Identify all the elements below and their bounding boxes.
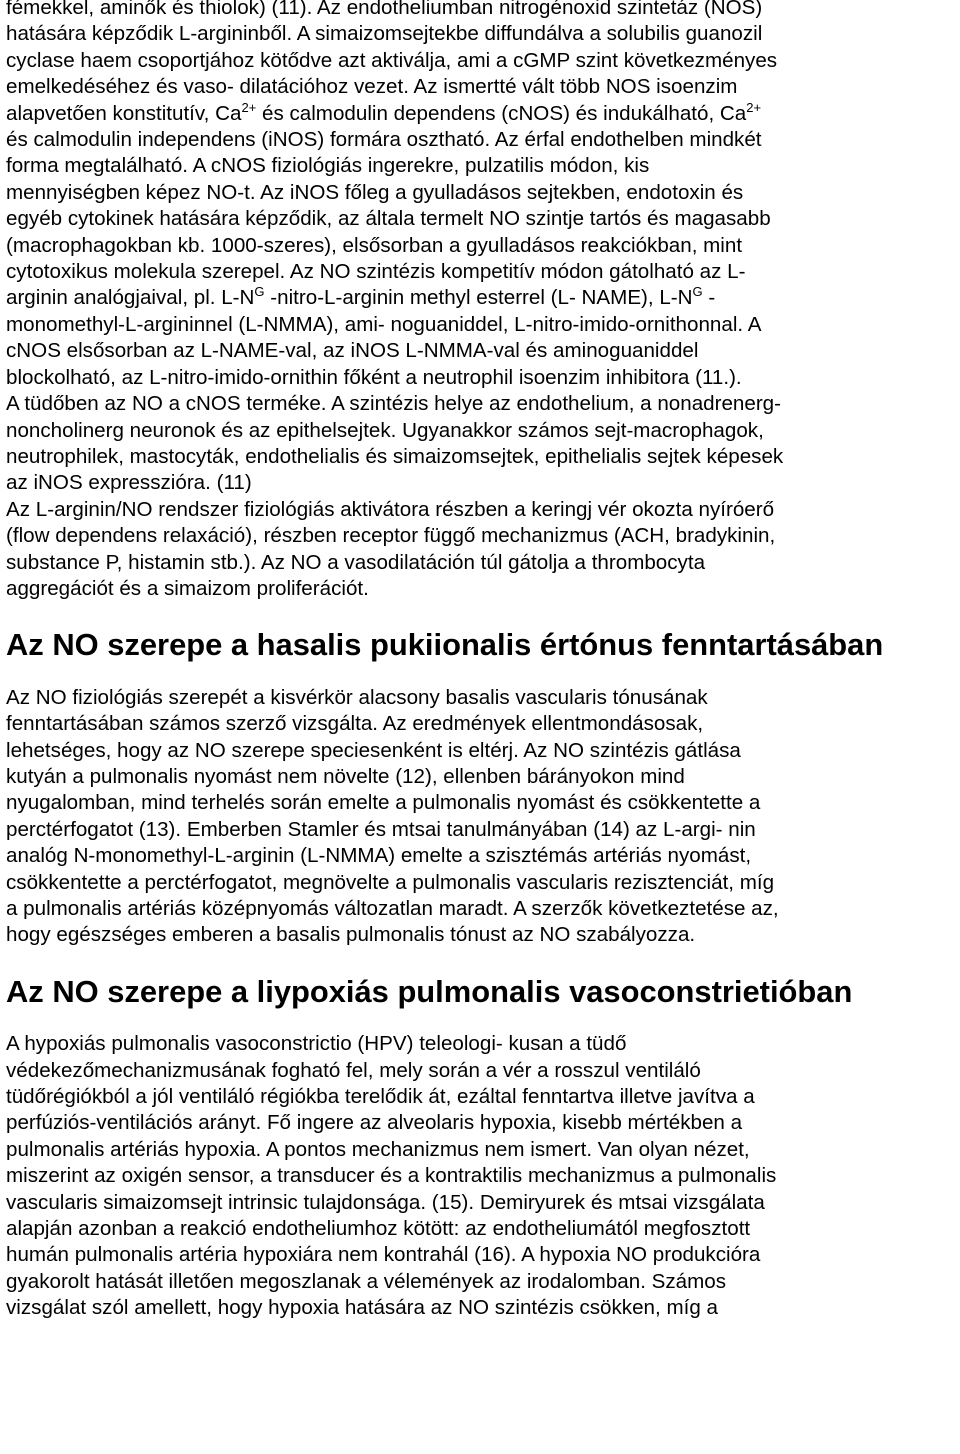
paragraph-basal-tone: Az NO fiziológiás szerepét a kisvérkör alacsony basalis vascularis tónusának fenntartásában számos szerző vizsgálta. Az eredmények ellentmondásosak, lehetséges, hogy az NO szerepe speciesenként is eltérj. Az NO szintézis gátlása kutyán a pulmonalis nyomást nem növelte (12), ellenben bárányokon mind nyugalomban, mind terhelés során emelte a pulmonalis nyomást és csökkentette a perctérfogatot (13). Emberben Stamler és mtsai tanulmányában (14) az L-argi- nin analóg N-monomethyl-L-arginin (L-NMMA) emelte a szisztémás artériás nyomást, csökkentette a perctérfogatot, megnövelte a pulmonalis vascularis rezisztenciát, míg a pulmonalis artériás középnyomás változatlan maradt. A szerzők következtetése az, hogy egészséges emberen a basalis pulmonalis tónust az NO szabályozza.: [6, 685, 779, 947]
paragraph-nos-synthesis: [6, 0, 956, 602]
section-heading-basal-tone: Az NO szerepe a hasalis pukiionalis értónus fenntartásában: [6, 627, 884, 663]
superscript: 2+: [241, 99, 257, 115]
paragraph-text: fémekkel, aminők és thiolok) (11). Az endotheliumban nitrogénoxid szintetáz (NOS) hatására képződik L-argininből. A simaizomsejtekbe diffundálva a solubilis guanozil cyclase haem csoportjához kötődve azt aktiválja, ami a cGMP szint következményes emelkedéséhez és vaso- dilatációhoz vezet. Az ismertté vált több NOS isoenzim alapvetően konstitutív, Ca: [6, 0, 778, 125]
section-heading-hypoxic-vasoconstriction: Az NO szerepe a liypoxiás pulmonalis vasoconstrietióban: [6, 973, 853, 1009]
superscript: 2+: [746, 99, 762, 115]
superscript: G: [254, 284, 265, 300]
document-page: [6, 0, 956, 1322]
paragraph-hypoxic-vasoconstriction: A hypoxiás pulmonalis vasoconstrictio (HPV) teleologi- kusan a tüdő védekezőmechanizmusának fogható fel, mely során a vér a rosszul ventiláló tüdőrégiókból a jól ventiláló régiókba terelődik át, ezáltal fenntartva illetve javítva a perfúziós-ventilációs arányt. Fő ingere az alveolaris hypoxia, kisebb mértékben a pulmonalis artériás hypoxia. A pontos mechanizmus nem ismert. Van olyan nézet, miszerint az oxigén sensor, a transducer és a kontraktilis mechanizmus a pulmonalis vascularis simaizomsejt intrinsic tulajdonsága. (15). Demiryurek és mtsai vizsgálata alapján azonban a reakció endotheliumhoz kötött: az endotheliumától megfosztott humán pulmonalis artéria hypoxiára nem kontrahál (16). A hypoxia NO produkcióra gyakorolt hatását illetően megoszlanak a vélemények az irodalomban. Számos vizsgálat szól amellett, hogy hypoxia hatására az NO szintézis csökken, míg a: [6, 1032, 777, 1320]
paragraph-text: -nitro-L-arginin methyl esterrel (L- NAME), L-N: [264, 286, 693, 310]
paragraph-text: és calmodulin independens (iNOS) formára osztható. Az érfal endothelben mindkét forma megtalálható. A cNOS fiziológiás ingerekre, pulzatilis módon, kis mennyiségben képez NO-t. Az iNOS főleg a gyulladásos sejtekben, endotoxin és egyéb cytokinek hatására képződik, az általa termelt NO szintje tartós és magasabb (macrophagokban kb. 1000-szeres), elsősorban a gyulladásos reakciókban, mint cytotoxikus molekula szerepel. Az NO szintézis kompetitív módon gátolható az L- arginin analógjaival, pl. L-N: [6, 128, 771, 310]
paragraph-text: - monomethyl-L-argininnel (L-NMMA), ami- noguaniddel, L-nitro-imido-ornithonnal. A cNOS elsősorban az L-NAME-val, az iNOS L-NMMA-val és aminoguaniddel blockolható, az L-nitro-imido-ornithin főként a neutrophil isoenzim inhibitora (11.). A tüdőben az NO a cNOS terméke. A szintézis helye az endothelium, a nonadrenerg- noncholinerg neuronok és az epithelsejtek. Ugyanakkor számos sejt-macrophagok, neutrophilek, mastocyták, endothelialis és simaizomsejtek, epithelialis sejtek képesek az iNOS expresszióra. (11) Az L-arginin/NO rendszer fiziológiás aktivátora részben a keringj vér okozta nyíróerő (flow dependens relaxáció), részben receptor függő mechanizmus (ACH, bradykinin, substance P, histamin stb.). Az NO a vasodilatáción túl gátolja a thrombocyta aggregációt és a simaizom proliferációt.: [6, 286, 784, 600]
superscript: G: [692, 284, 703, 300]
paragraph-text: és calmodulin dependens (cNOS) és indukálható, Ca: [256, 101, 747, 125]
